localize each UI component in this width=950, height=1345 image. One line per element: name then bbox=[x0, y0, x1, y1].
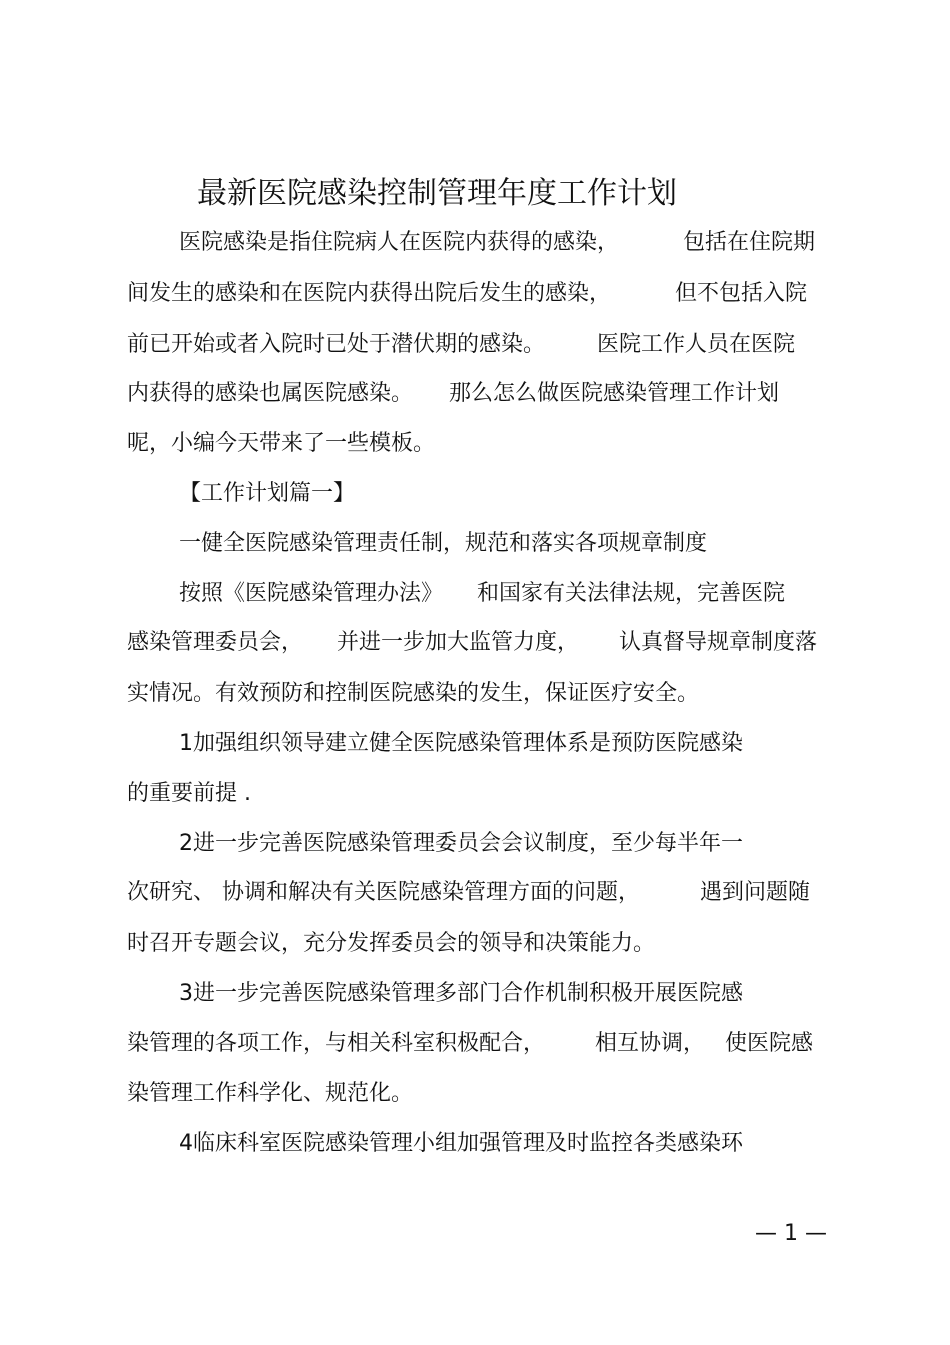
intro-line-1 bbox=[179, 228, 815, 258]
text-segment: 内获得的感染也属医院感染。 bbox=[127, 381, 414, 406]
text-segment: 按照《医院感染管理办法》 bbox=[179, 581, 444, 606]
page-number: — 1 — bbox=[755, 1221, 827, 1246]
text-segment: 间发生的感染和在医院内获得出院后发生的感染， bbox=[127, 281, 612, 306]
section-heading: 【工作计划篇一】 bbox=[179, 481, 356, 506]
text-segment: 相互协调， bbox=[595, 1031, 706, 1056]
text-segment: 并进一步加大监管力度， bbox=[337, 630, 580, 655]
point-3-line-3: 染管理工作科学化、规范化。 bbox=[127, 1081, 414, 1106]
text-segment: 感染管理委员会， bbox=[127, 630, 304, 655]
intro-line-3 bbox=[127, 330, 795, 360]
text-segment: 但不包括入院 bbox=[675, 281, 808, 306]
text-segment: 和国家有关法律法规，完善医院 bbox=[477, 581, 786, 606]
text-segment: 遇到问题随 bbox=[700, 880, 811, 905]
basis-line-1 bbox=[179, 579, 785, 609]
text-segment: 使医院感 bbox=[725, 1031, 814, 1056]
point-1-line-1: 1加强组织领导建立健全医院感染管理体系是预防医院感染 bbox=[179, 731, 743, 756]
basis-line-3: 实情况。有效预防和控制医院感染的发生，保证医疗安全。 bbox=[127, 681, 700, 706]
text-segment: 医院感染是指住院病人在医院内获得的感染， bbox=[179, 230, 620, 255]
intro-line-5: 呢，小编今天带来了一些模板。 bbox=[127, 431, 436, 456]
text-segment: 次研究、 协调和解决有关医院感染管理方面的问题， bbox=[127, 880, 640, 905]
point-3-line-1: 3进一步完善医院感染管理多部门合作机制积极开展医院感 bbox=[179, 981, 743, 1006]
point-4-line-1: 4临床科室医院感染管理小组加强管理及时监控各类感染环 bbox=[179, 1131, 743, 1156]
intro-line-4 bbox=[127, 379, 779, 409]
point-2-line-1: 2进一步完善医院感染管理委员会会议制度，至少每半年一 bbox=[179, 831, 743, 856]
intro-line-2 bbox=[127, 279, 807, 309]
document-title: 最新医院感染控制管理年度工作计划 bbox=[197, 176, 677, 211]
text-segment: 包括在住院期 bbox=[683, 230, 816, 255]
point-1-line-2: 的重要前提 . bbox=[127, 781, 251, 806]
text-segment: 认真督导规章制度落 bbox=[619, 630, 818, 655]
text-segment: 前已开始或者入院时已处于潜伏期的感染。 bbox=[127, 332, 546, 357]
text-segment: 染管理的各项工作，与相关科室积极配合， bbox=[127, 1031, 546, 1056]
text-segment: 那么怎么做医院感染管理工作计划 bbox=[449, 381, 780, 406]
text-segment: 医院工作人员在医院 bbox=[597, 332, 796, 357]
basis-line-2 bbox=[127, 628, 817, 658]
item-heading: 一健全医院感染管理责任制，规范和落实各项规章制度 bbox=[179, 531, 708, 556]
point-2-line-3: 时召开专题会议，充分发挥委员会的领导和决策能力。 bbox=[127, 931, 656, 956]
point-3-line-2 bbox=[127, 1029, 813, 1059]
point-2-line-2 bbox=[127, 878, 810, 908]
